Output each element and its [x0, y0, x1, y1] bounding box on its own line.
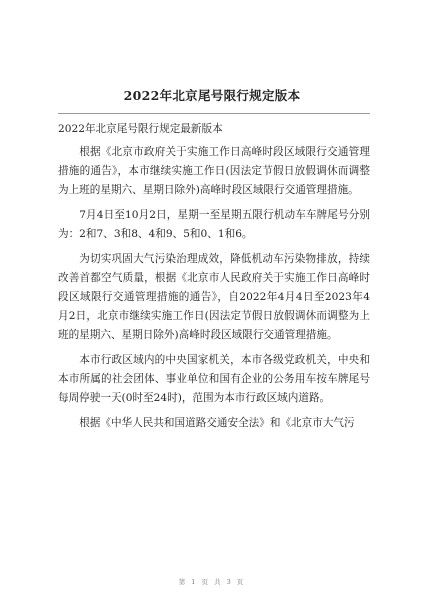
document-subheading: 2022年北京尾号限行规定最新版本	[58, 123, 223, 135]
paragraph-3: 为切实巩固大气污染治理成效，降低机动车污染物排放，持续改善首都空气质量，根据《北京市人民政府关于实施工作日高峰时段区域限行交通管理措施的通告》，自2022年4月4日至2023年4月2日，北京市继续实施工作日(因法定节假日放假调休而调整为上班的星期六、星期日除外)高峰时段区域限行交通管理措施。	[58, 253, 370, 341]
paragraph-2: 7月4日至10月2日，星期一至星期五限行机动车车牌尾号分别为：2和7、3和8、4和9、5和0、1和6。	[58, 209, 370, 240]
title-divider	[58, 113, 370, 114]
paragraph-5: 根据《中华人民共和国道路交通安全法》和《北京市大气污	[79, 417, 355, 429]
paragraph-4: 本市行政区域内的中央国家机关，本市各级党政机关，中央和本市所属的社会团体、事业单位和国有企业的公务用车按车牌尾号每周停驶一天(0时至24时)，范围为本市行政区域内道路。	[58, 354, 370, 404]
document-body	[58, 120, 370, 439]
paragraph-1: 根据《北京市政府关于实施工作日高峰时段区域限行交通管理措施的通告》，本市继续实施工作日(因法定节假日放假调休而调整为上班的星期六、星期日除外)高峰时段区域限行交通管理措施。	[58, 146, 370, 196]
page-number-footer: 第 1 页 共 3 页	[178, 578, 246, 586]
document-title: 2022年北京尾号限行规定版本	[123, 88, 301, 103]
